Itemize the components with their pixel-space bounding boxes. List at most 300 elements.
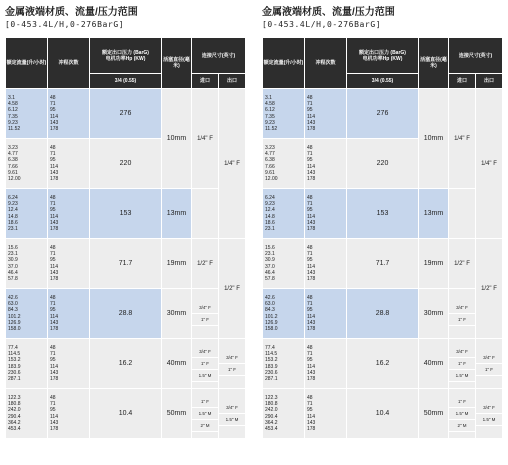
stroke-cell-value: 48 — [50, 194, 56, 201]
flow-cell-value: 14.8 — [265, 213, 275, 220]
stroke-cell-value: 71 — [307, 301, 313, 307]
flow-cell — [6, 139, 48, 189]
flow-cell-value: 12.00 — [265, 176, 278, 182]
flow-cell-value: 11.52 — [8, 126, 21, 132]
connection-size: 1" F — [192, 358, 218, 370]
flow-cell-value: 453.4 — [265, 426, 278, 432]
outlet-cell — [219, 389, 246, 439]
stroke-cell-value: 95 — [50, 207, 56, 214]
flow-cell-value: 122.3 — [265, 394, 278, 401]
spec-table — [5, 37, 246, 439]
flow-cell-value: 6.24 — [8, 194, 18, 201]
flow-cell-value: 15.6 — [8, 244, 18, 251]
flow-cell-value: 6.38 — [8, 157, 18, 164]
flow-cell-value: 364.2 — [265, 419, 278, 426]
connection-size: 1.5" M — [449, 370, 475, 382]
plunger-cell: 30mm — [162, 289, 192, 339]
pressure-cell: 10.4 — [347, 389, 419, 439]
flow-cell — [263, 89, 305, 139]
flow-cell-value: 9.23 — [265, 119, 275, 126]
stroke-cell-value: 114 — [307, 363, 315, 370]
stroke-cell — [305, 139, 347, 189]
stroke-cell-value: 71 — [307, 201, 313, 207]
connection-size: 3/4" F — [476, 352, 502, 364]
flow-cell-value: 23.1 — [8, 251, 18, 257]
stroke-cell-value: 178 — [307, 276, 316, 282]
stroke-cell-value: 71 — [307, 351, 313, 357]
stroke-cell-value: 143 — [50, 269, 59, 276]
stroke-cell — [48, 239, 90, 289]
outlet-cell — [219, 339, 246, 389]
header-pressure — [90, 38, 162, 74]
flow-cell-value: 242.0 — [8, 407, 21, 414]
flow-cell-value: 42.6 — [265, 294, 275, 301]
stroke-cell-value: 71 — [307, 401, 313, 407]
inlet-cell — [449, 189, 476, 239]
inlet-cell: 1/4" F — [192, 89, 219, 189]
connection-size: 1.5" M — [192, 370, 218, 382]
flow-cell — [6, 239, 48, 289]
stroke-cell-value: 48 — [50, 394, 56, 401]
stroke-cell-value: 71 — [50, 401, 56, 407]
stroke-cell — [48, 139, 90, 189]
flow-cell-value: 3.23 — [8, 144, 18, 151]
inlet-cell — [449, 389, 476, 439]
stroke-cell — [48, 339, 90, 389]
table-row — [263, 189, 503, 239]
pressure-cell: 153 — [347, 189, 419, 239]
flow-cell-value: 11.52 — [265, 126, 278, 132]
flow-cell-value: 77.4 — [8, 344, 18, 351]
stroke-cell-value: 71 — [50, 301, 56, 307]
stroke-cell-value: 143 — [307, 319, 316, 326]
header-pressure-bottom: 电机功率Hp (KW) — [362, 55, 403, 62]
stroke-cell-value: 114 — [307, 263, 315, 270]
header-inlet: 进口 — [449, 74, 476, 89]
plunger-cell: 40mm — [162, 339, 192, 389]
pressure-cell: 220 — [90, 139, 162, 189]
flow-cell-value: 6.12 — [265, 107, 275, 114]
pressure-cell: 10.4 — [90, 389, 162, 439]
connection-size: 1" F — [192, 314, 218, 326]
flow-cell-value: 4.77 — [265, 151, 275, 157]
flow-cell-value: 101.2 — [8, 313, 21, 320]
page-subtitle: [0-453.4L/H,0-276BarG] — [5, 20, 125, 29]
flow-cell-value: 57.8 — [265, 276, 275, 282]
flow-cell-value: 15.6 — [265, 244, 275, 251]
stroke-cell-value: 114 — [50, 213, 58, 220]
stroke-cell-value: 178 — [50, 426, 59, 432]
stroke-cell — [48, 89, 90, 139]
pressure-cell: 16.2 — [90, 339, 162, 389]
flow-cell-value: 364.2 — [8, 419, 21, 426]
plunger-cell: 13mm — [162, 189, 192, 239]
connection-size: 2" M — [449, 420, 475, 432]
pressure-cell: 220 — [347, 139, 419, 189]
flow-cell — [263, 189, 305, 239]
header-connection: 连接尺寸(英寸) — [192, 38, 246, 74]
stroke-cell — [305, 339, 347, 389]
stroke-cell-value: 71 — [50, 201, 56, 207]
outlet-cell — [476, 339, 503, 389]
flow-cell-value: 230.6 — [265, 369, 278, 376]
inlet-cell — [192, 339, 219, 389]
flow-cell-value: 126.9 — [8, 319, 21, 326]
flow-cell-value: 180.8 — [8, 401, 21, 407]
stroke-cell — [48, 389, 90, 439]
stroke-cell-value: 114 — [50, 413, 58, 420]
panel-right — [262, 6, 502, 439]
stroke-cell — [305, 289, 347, 339]
flow-cell-value: 180.8 — [265, 401, 278, 407]
stroke-cell-value: 95 — [50, 157, 56, 164]
connection-size: 1" F — [449, 314, 475, 326]
flow-cell-value: 30.9 — [8, 257, 18, 264]
outlet-cell: 1/4" F — [476, 89, 503, 239]
plunger-cell: 19mm — [419, 239, 449, 289]
stroke-cell-value: 114 — [50, 263, 58, 270]
stroke-cell-value: 178 — [50, 126, 59, 132]
flow-cell-value: 153.2 — [8, 357, 21, 364]
flow-cell-value: 37.0 — [8, 263, 18, 270]
flow-cell-value: 46.4 — [8, 269, 18, 276]
flow-cell — [6, 89, 48, 139]
stroke-cell-value: 114 — [307, 313, 315, 320]
header-flow: 额定流量(升/小时) — [6, 38, 48, 89]
connection-size: 3/4" F — [449, 302, 475, 314]
inlet-cell — [192, 289, 219, 339]
flow-cell-value: 183.9 — [8, 363, 21, 370]
pressure-cell: 276 — [90, 89, 162, 139]
flow-cell-value: 9.23 — [265, 201, 275, 207]
stroke-cell-value: 143 — [50, 119, 59, 126]
flow-cell-value: 7.66 — [8, 163, 18, 170]
table-row — [6, 339, 246, 389]
pressure-cell: 276 — [347, 89, 419, 139]
flow-cell-value: 84.3 — [8, 307, 18, 314]
header-pressure-bottom: 电机功率Hp (KW) — [105, 55, 146, 62]
flow-cell-value: 14.8 — [8, 213, 18, 220]
flow-cell-value: 37.0 — [265, 263, 275, 270]
flow-cell-value: 7.66 — [265, 163, 275, 170]
connection-size: 1" F — [449, 396, 475, 408]
plunger-cell: 30mm — [419, 289, 449, 339]
inlet-cell — [192, 389, 219, 439]
flow-cell — [263, 389, 305, 439]
table-row — [6, 239, 246, 289]
stroke-cell-value: 143 — [307, 269, 316, 276]
stroke-cell-value: 114 — [50, 163, 58, 170]
stroke-cell-value: 178 — [50, 326, 59, 332]
flow-cell-value: 158.0 — [265, 326, 278, 332]
stroke-cell-value: 178 — [307, 176, 316, 182]
connection-size: 1" F — [192, 396, 218, 408]
connection-size: 1.5" M — [192, 408, 218, 420]
stroke-cell-value: 48 — [307, 144, 313, 151]
flow-cell-value: 290.4 — [8, 413, 21, 420]
header-connection: 连接尺寸(英寸) — [449, 38, 503, 74]
flow-cell-value: 63.0 — [265, 301, 275, 307]
outlet-cell: 1/2" F — [219, 239, 246, 339]
flow-cell — [6, 189, 48, 239]
table-body — [263, 89, 503, 439]
spec-table — [262, 37, 503, 439]
header-outlet: 出口 — [219, 74, 246, 89]
stroke-cell-value: 95 — [307, 207, 313, 214]
flow-cell-value: 3.23 — [265, 144, 275, 151]
flow-cell-value: 114.5 — [8, 351, 21, 357]
header-pressure — [347, 38, 419, 74]
stroke-cell-value: 48 — [50, 294, 56, 301]
stroke-cell — [305, 239, 347, 289]
stroke-cell-value: 95 — [50, 357, 56, 364]
flow-cell-value: 114.5 — [265, 351, 278, 357]
flow-cell-value: 287.1 — [265, 376, 278, 382]
table-row — [263, 239, 503, 289]
inlet-cell — [192, 189, 219, 239]
flow-cell-value: 183.9 — [265, 363, 278, 370]
table-row — [6, 389, 246, 439]
stroke-cell-value: 95 — [307, 357, 313, 364]
stroke-cell-value: 71 — [50, 101, 56, 107]
flow-cell-value: 18.6 — [8, 219, 18, 226]
flow-cell-value: 12.4 — [8, 207, 18, 214]
table-row — [6, 189, 246, 239]
stroke-cell-value: 143 — [50, 169, 59, 176]
stroke-cell-value: 114 — [307, 113, 315, 120]
flow-cell — [6, 339, 48, 389]
flow-cell-value: 4.77 — [8, 151, 18, 157]
stroke-cell-value: 48 — [307, 344, 313, 351]
flow-cell-value: 101.2 — [265, 313, 278, 320]
stroke-cell-value: 178 — [307, 226, 316, 232]
flow-cell-value: 7.35 — [265, 113, 275, 120]
table-row — [6, 289, 246, 339]
flow-cell-value: 23.1 — [8, 226, 18, 232]
inlet-cell: 1/2" F — [192, 239, 219, 289]
outlet-cell: 1/4" F — [219, 89, 246, 239]
pressure-cell: 71.7 — [90, 239, 162, 289]
stroke-cell-value: 95 — [307, 407, 313, 414]
flow-cell — [6, 289, 48, 339]
plunger-cell: 19mm — [162, 239, 192, 289]
flow-cell-value: 126.9 — [265, 319, 278, 326]
header-motor-size: 3/4 (0.55) — [90, 74, 162, 89]
stroke-cell-value: 143 — [307, 219, 316, 226]
flow-cell — [263, 139, 305, 189]
plunger-cell: 10mm — [419, 89, 449, 189]
stroke-cell-value: 48 — [50, 344, 56, 351]
stroke-cell-value: 143 — [50, 419, 59, 426]
stroke-cell-value: 95 — [307, 107, 313, 114]
flow-cell-value: 453.4 — [8, 426, 21, 432]
stroke-cell-value: 114 — [50, 113, 58, 120]
flow-cell-value: 9.61 — [265, 169, 275, 176]
flow-cell-value: 6.12 — [8, 107, 18, 114]
stroke-cell-value: 114 — [50, 313, 58, 320]
flow-cell-value: 290.4 — [265, 413, 278, 420]
stroke-cell-value: 48 — [307, 394, 313, 401]
flow-cell-value: 9.61 — [8, 169, 18, 176]
flow-cell-value: 46.4 — [265, 269, 275, 276]
flow-cell-value: 153.2 — [265, 357, 278, 364]
connection-size: 3/4" F — [476, 402, 502, 414]
connection-size: 1.5" M — [449, 408, 475, 420]
stroke-cell-value: 178 — [307, 376, 316, 382]
flow-cell-value: 77.4 — [265, 344, 275, 351]
flow-cell-value: 63.0 — [8, 301, 18, 307]
page-title: 金属液端材质、流量/压力范围 — [262, 7, 395, 18]
stroke-cell-value: 71 — [307, 151, 313, 157]
header-flow: 额定流量(升/小时) — [263, 38, 305, 89]
inlet-cell: 1/4" F — [449, 89, 476, 189]
connection-size: 3/4" F — [192, 346, 218, 358]
connection-size: 3/4" F — [219, 402, 245, 414]
flow-cell-value: 4.58 — [8, 101, 18, 107]
outlet-cell: 1/2" F — [476, 239, 503, 339]
flow-cell-value: 287.1 — [8, 376, 21, 382]
table-row — [263, 389, 503, 439]
plunger-cell: 50mm — [419, 389, 449, 439]
page-subtitle: [0-453.4L/H,0-276BarG] — [262, 20, 382, 29]
stroke-cell-value: 114 — [50, 363, 58, 370]
stroke-cell-value: 143 — [307, 119, 316, 126]
stroke-cell-value: 48 — [307, 94, 313, 101]
stroke-cell-value: 178 — [307, 326, 316, 332]
table-row — [263, 339, 503, 389]
pressure-cell: 28.8 — [90, 289, 162, 339]
stroke-cell-value: 143 — [50, 219, 59, 226]
stroke-cell-value: 114 — [307, 163, 315, 170]
flow-cell-value: 42.6 — [8, 294, 18, 301]
connection-size: 1.5" M — [476, 414, 502, 426]
inlet-cell — [449, 339, 476, 389]
stroke-cell-value: 71 — [50, 351, 56, 357]
stroke-cell-value: 114 — [307, 213, 315, 220]
stroke-cell — [305, 89, 347, 139]
plunger-cell: 10mm — [162, 89, 192, 189]
flow-cell-value: 23.1 — [265, 226, 275, 232]
stroke-cell-value: 48 — [50, 144, 56, 151]
stroke-cell-value: 178 — [307, 126, 316, 132]
header-stroke: 冲程次数 — [305, 38, 347, 89]
flow-cell-value: 230.6 — [8, 369, 21, 376]
stroke-cell-value: 48 — [50, 244, 56, 251]
flow-cell-value: 7.35 — [8, 113, 18, 120]
stroke-cell-value: 178 — [50, 376, 59, 382]
stroke-cell-value: 71 — [50, 151, 56, 157]
stroke-cell — [48, 289, 90, 339]
flow-cell — [263, 239, 305, 289]
flow-cell-value: 6.24 — [265, 194, 275, 201]
stroke-cell-value: 143 — [307, 169, 316, 176]
stroke-cell-value: 178 — [50, 226, 59, 232]
panel-left — [5, 6, 245, 439]
header-plunger: 活塞直径(毫米) — [419, 38, 449, 89]
inlet-cell: 1/2" F — [449, 239, 476, 289]
flow-cell-value: 12.4 — [265, 207, 275, 214]
flow-cell — [263, 339, 305, 389]
stroke-cell-value: 143 — [307, 369, 316, 376]
stroke-cell-value: 143 — [50, 319, 59, 326]
flow-cell-value: 4.58 — [265, 101, 275, 107]
header-pressure-top: 额定出口压力 (BarG) — [359, 49, 406, 56]
connection-size: 3/4" F — [219, 352, 245, 364]
flow-cell — [263, 289, 305, 339]
connection-size: 1" F — [449, 358, 475, 370]
connection-size: 2" M — [192, 420, 218, 432]
flow-cell-value: 3.1 — [8, 94, 15, 101]
plunger-cell: 13mm — [419, 189, 449, 239]
flow-cell-value: 6.38 — [265, 157, 275, 164]
page-title: 金属液端材质、流量/压力范围 — [5, 7, 138, 18]
stroke-cell-value: 71 — [50, 251, 56, 257]
stroke-cell-value: 114 — [307, 413, 315, 420]
pressure-cell: 71.7 — [347, 239, 419, 289]
plunger-cell: 40mm — [419, 339, 449, 389]
header-stroke: 冲程次数 — [48, 38, 90, 89]
stroke-cell-value: 48 — [307, 244, 313, 251]
connection-size: 3/4" F — [192, 302, 218, 314]
flow-cell-value: 84.3 — [265, 307, 275, 314]
stroke-cell-value: 178 — [50, 176, 59, 182]
stroke-cell-value: 95 — [307, 257, 313, 264]
stroke-cell-value: 95 — [307, 157, 313, 164]
header-inlet: 进口 — [192, 74, 219, 89]
stroke-cell-value: 48 — [50, 94, 56, 101]
flow-cell-value: 9.23 — [8, 201, 18, 207]
connection-size: 3/4" F — [449, 346, 475, 358]
pressure-cell: 28.8 — [347, 289, 419, 339]
stroke-cell-value: 95 — [307, 307, 313, 314]
flow-cell — [6, 389, 48, 439]
stroke-cell — [48, 189, 90, 239]
connection-size: 1" F — [219, 364, 245, 376]
flow-cell-value: 57.8 — [8, 276, 18, 282]
stroke-cell — [305, 389, 347, 439]
connection-size: 1" F — [476, 364, 502, 376]
flow-cell-value: 9.23 — [8, 119, 18, 126]
stroke-cell-value: 95 — [50, 257, 56, 264]
inlet-cell — [449, 289, 476, 339]
flow-cell-value: 23.1 — [265, 251, 275, 257]
flow-cell-value: 18.6 — [265, 219, 275, 226]
pressure-cell: 16.2 — [347, 339, 419, 389]
header-plunger: 活塞直径(毫米) — [162, 38, 192, 89]
stroke-cell-value: 178 — [50, 276, 59, 282]
flow-cell-value: 122.3 — [8, 394, 21, 401]
stroke-cell — [305, 189, 347, 239]
stroke-cell-value: 178 — [307, 426, 316, 432]
header-pressure-top: 额定出口压力 (BarG) — [102, 49, 149, 56]
stroke-cell-value: 48 — [307, 194, 313, 201]
table-row — [6, 89, 246, 139]
plunger-cell: 50mm — [162, 389, 192, 439]
table-row — [263, 89, 503, 139]
table-body — [6, 89, 246, 439]
stroke-cell-value: 143 — [50, 369, 59, 376]
connection-size: 1.5" M — [219, 414, 245, 426]
stroke-cell-value: 71 — [307, 251, 313, 257]
table-row — [263, 289, 503, 339]
outlet-cell — [476, 389, 503, 439]
stroke-cell-value: 143 — [307, 419, 316, 426]
flow-cell-value: 158.0 — [8, 326, 21, 332]
stroke-cell-value: 95 — [50, 307, 56, 314]
header-outlet: 出口 — [476, 74, 503, 89]
flow-cell-value: 12.00 — [8, 176, 21, 182]
stroke-cell-value: 48 — [307, 294, 313, 301]
